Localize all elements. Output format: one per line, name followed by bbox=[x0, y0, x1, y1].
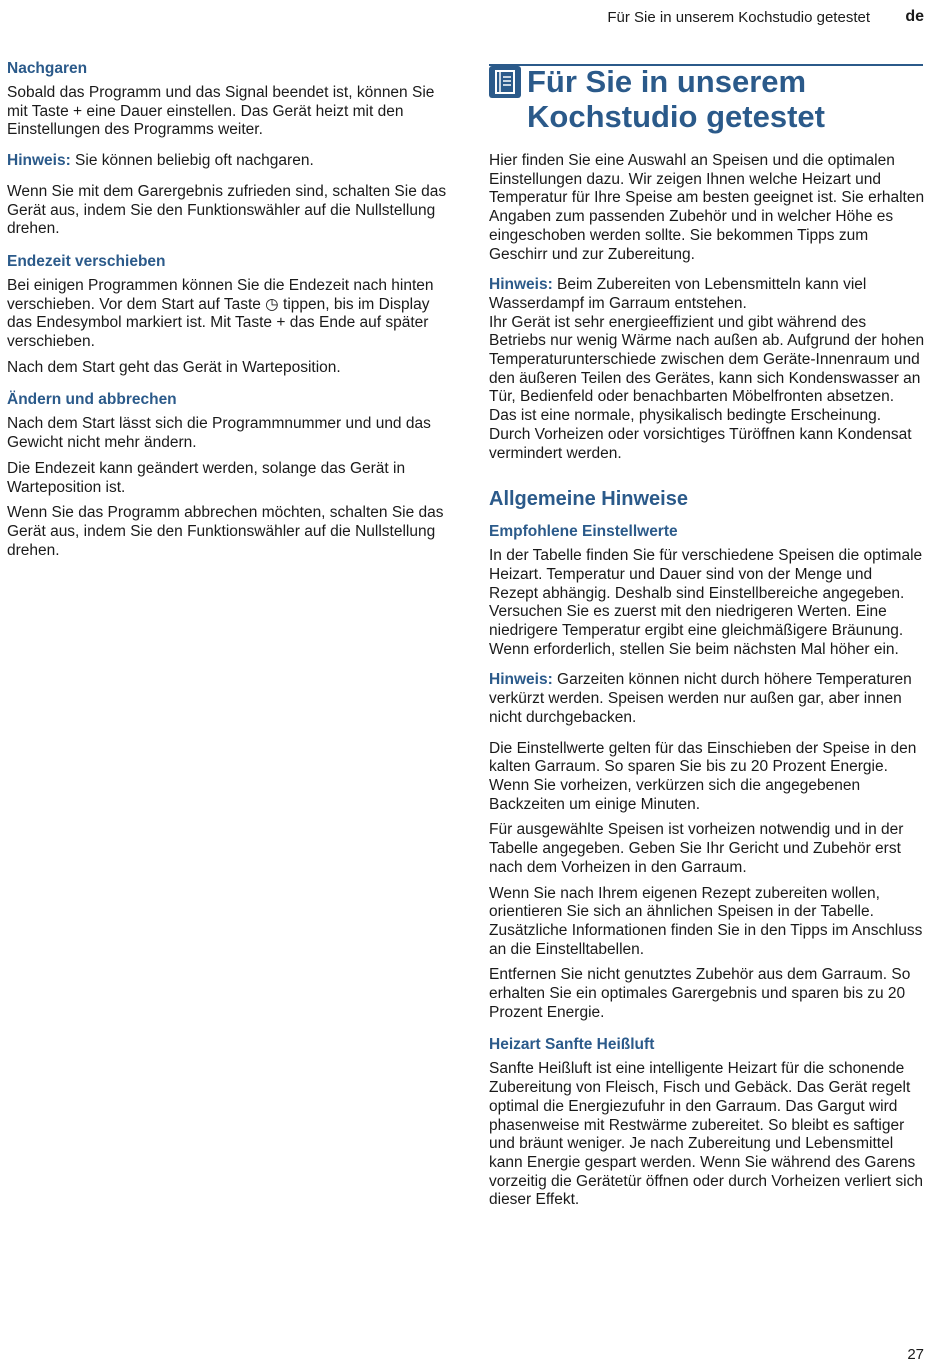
page-header bbox=[0, 7, 950, 29]
paragraph: Sanfte Heißluft ist eine intelligente Heizart für die schonende Zubereitung von Fleisch, Fisch und Gebäck. Das Gerät regelt optimal die Energiezufuhr in den Garraum. Das Gargut wird phasenweise mit Restwärme zubereitet. So bleibt es saftiger und bräunt weniger. Je nach Zubereitung und Lebensmittel kann Energie gespart werden. Wenn Sie während des Garens vorzeitig die Gerätetür öffnen oder durch Vorheizen verliert sich dieser Effekt. bbox=[489, 1060, 923, 1209]
paragraph: Wenn Sie mit dem Garergebnis zufrieden sind, schalten Sie das Gerät aus, indem Sie den Funktionswähler auf die Nullstellung drehen. bbox=[7, 182, 447, 238]
hint-label: Hinweis: bbox=[7, 152, 71, 170]
paragraph: Nach dem Start geht das Gerät in Warteposition. bbox=[7, 358, 341, 376]
paragraph: Sobald das Programm und das Signal beendet ist, können Sie mit Taste + eine Dauer einstellen. Das Gerät heizt mit den Einstellungen des Programms weiter. bbox=[7, 84, 435, 139]
paragraph: Nach dem Start lässt sich die Programmnummer und und das Gewicht nicht mehr ändern. bbox=[7, 415, 431, 452]
chapter-title-line: Für Sie in unserem bbox=[527, 64, 807, 99]
left-column bbox=[7, 58, 447, 567]
paragraph: Ihr Gerät ist sehr energieeffizient und gibt während des Betriebs nur wenig Wärme nach außen ab. Aufgrund der hohen Temperaturunterschiede zwischen dem Geräte-Innenraum und den äußeren Teilen des Gerätes, kann sich Kondenswasser an Tür, Bedienfeld oder benachbarten Möbelfronten absetzen. Das ist eine normale, physikalisch bedingte Erscheinung. Durch Vorheizen oder vorsichtiges Türöffnen kann Kondensat vermindert werden. bbox=[489, 313, 925, 462]
paragraph: In der Tabelle finden Sie für verschiedene Speisen die optimale Heizart. Temperatur und Dauer sind von der Menge und Rezept abhängig. Deshalb sind Einstellbereiche angegeben. Versuchen Sie es zuerst mit den niedrigeren Werten. Eine niedrigere Temperatur ergibt eine gleichmäßigere Bräunung. Wenn erforderlich, stellen Sie beim nächsten Mal höher ein. bbox=[489, 547, 923, 658]
chapter-title-line: Kochstudio getestet bbox=[527, 99, 825, 134]
language-code: de bbox=[905, 8, 924, 25]
paragraph: Wenn Sie nach Ihrem eigenen Rezept zubereiten wollen, orientieren Sie sich an ähnlichen Speisen in der Tabelle. Zusätzliche Informationen finden Sie in den Tipps im Anschluss an die Einstelltabellen. bbox=[489, 884, 923, 958]
section-heading: Allgemeine Hinweise bbox=[489, 488, 688, 511]
heading-endezeit: Endezeit verschieben bbox=[7, 252, 166, 270]
hint-paragraph bbox=[489, 276, 925, 313]
hint-text: Beim Zubereiten von Lebensmitteln kann viel Wasserdampf im Garraum entstehen. bbox=[489, 276, 867, 312]
paragraph: Entfernen Sie nicht genutztes Zubehör aus dem Garraum. So erhalten Sie ein optimales Garergebnis und sparen bis zu 20 Prozent Energie. bbox=[489, 966, 911, 1021]
paragraph: Für ausgewählte Speisen ist vorheizen notwendig und in der Tabelle angegeben. Geben Sie Ihr Gericht und Zubehör erst nach dem Vorheizen in den Garraum. bbox=[489, 821, 904, 876]
paragraph: Wenn Sie das Programm abbrechen möchten, schalten Sie das Gerät aus, indem Sie den Funktionswähler auf die Nullstellung drehen. bbox=[7, 504, 444, 559]
subheading-einstellwerte: Empfohlene Einstellwerte bbox=[489, 523, 678, 541]
chapter-heading bbox=[489, 58, 925, 148]
book-icon bbox=[489, 66, 521, 98]
paragraph: Bei einigen Programmen können Sie die Endezeit nach hinten verschieben. Vor dem Start auf Taste ◷ tippen, bis im Display das Endesymbol markiert ist. Mit Taste + das Ende auf später verschieben. bbox=[7, 276, 434, 351]
right-column bbox=[489, 58, 925, 1217]
hint-paragraph bbox=[489, 671, 925, 727]
page-number: 27 bbox=[907, 1346, 924, 1363]
hint-label: Hinweis: bbox=[489, 671, 553, 689]
chapter-title bbox=[527, 64, 825, 134]
heading-aendern: Ändern und abbrechen bbox=[7, 391, 177, 409]
hint-label: Hinweis: bbox=[489, 276, 553, 294]
paragraph: Die Einstellwerte gelten für das Einschieben der Speise in den kalten Garraum. So sparen Sie bis zu 20 Prozent Energie. Wenn Sie vorheizen, verkürzen sich die angegebenen Backzeiten um einige Minuten. bbox=[489, 739, 917, 813]
subheading-sanfte-heissluft: Heizart Sanfte Heißluft bbox=[489, 1036, 655, 1054]
heading-nachgaren: Nachgaren bbox=[7, 60, 88, 77]
intro-paragraph: Hier finden Sie eine Auswahl an Speisen und die optimalen Einstellungen dazu. Wir zeigen Ihnen welche Heizart und Temperatur für Ihre Speise am besten geeignet ist. Sie erhalten Angaben zum passenden Zubehör und in welcher Höhe es eingeschoben werden sollte. Sie bekommen Tipps zum Geschirr und zur Zubereitung. bbox=[489, 152, 925, 263]
hint-text: Garzeiten können nicht durch höhere Temperaturen verkürzt werden. Speisen werden nur außen gar, aber innen nicht durchgebacken. bbox=[489, 671, 912, 726]
hint-paragraph bbox=[7, 152, 447, 171]
paragraph: Die Endezeit kann geändert werden, solange das Gerät in Warteposition ist. bbox=[7, 459, 406, 496]
running-title: Für Sie in unserem Kochstudio getestet bbox=[607, 9, 870, 26]
hint-text: Sie können beliebig oft nachgaren. bbox=[70, 152, 314, 170]
